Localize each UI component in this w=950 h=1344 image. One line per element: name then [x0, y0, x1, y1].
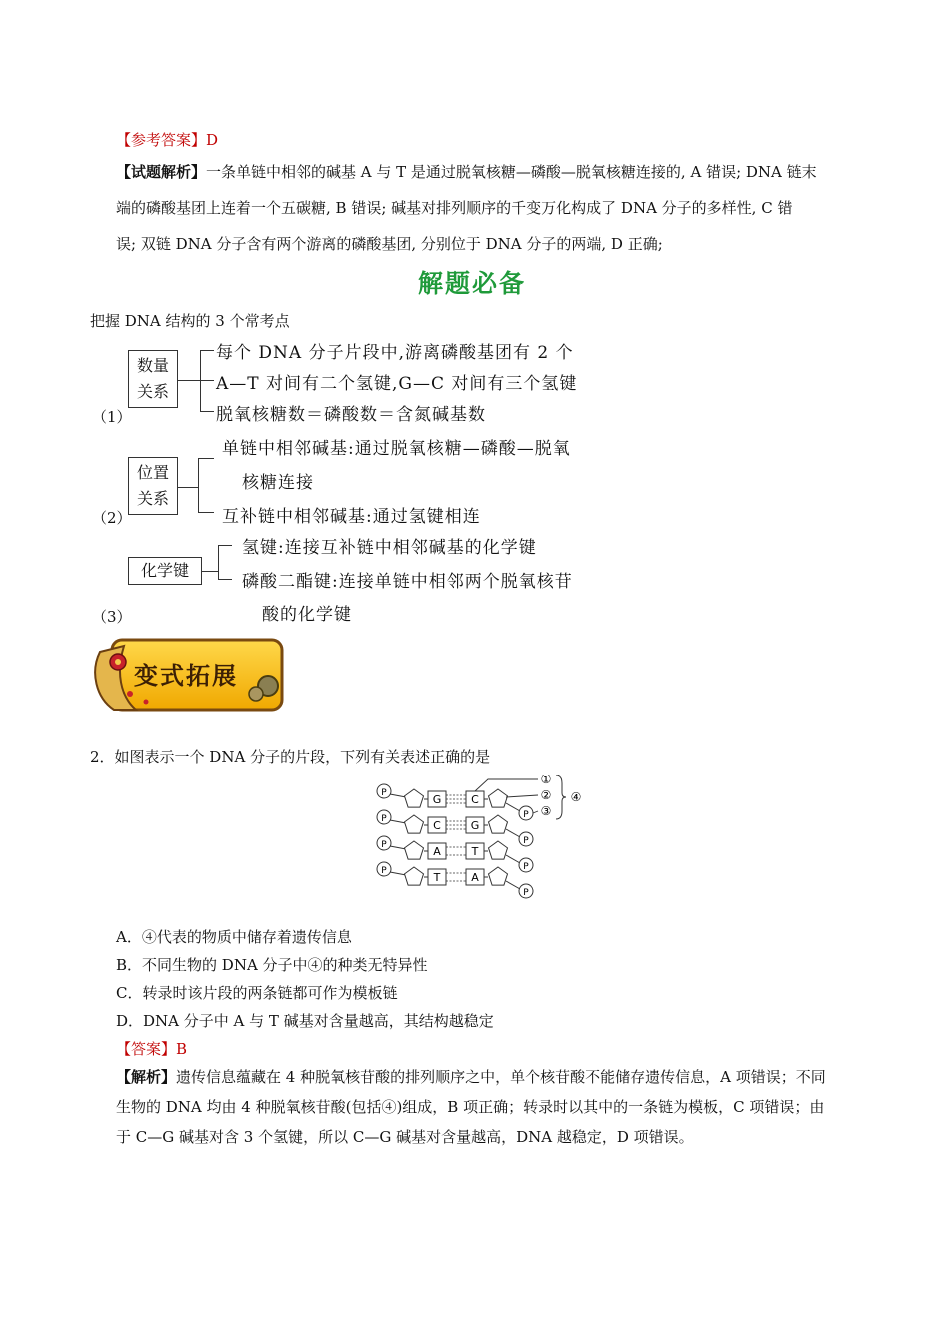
bond-line	[506, 855, 520, 863]
bond-line	[390, 846, 406, 849]
box-position-relation	[128, 457, 178, 515]
section-title: 解题必备	[418, 269, 527, 298]
analysis-line: 于 C—G 碱基对含 3 个氢键，所以 C—G 碱基对含量越高，DNA 越稳定，D 项错误。	[116, 1128, 694, 1146]
deoxyribose-left	[405, 867, 424, 885]
bond-line	[506, 803, 520, 811]
analysis-tag: 【试题解析】	[116, 163, 207, 181]
deoxyribose-right	[489, 841, 508, 859]
connector	[200, 411, 214, 412]
connector	[200, 350, 214, 351]
phosphate-label: P	[381, 866, 387, 876]
box-line: 数量	[136, 356, 169, 375]
phosphate-label: P	[381, 814, 387, 824]
connector	[178, 380, 200, 381]
bond-line	[390, 820, 406, 823]
phosphate-label: P	[523, 836, 529, 846]
option-c: C．转录时该片段的两条链都可作为模板链	[116, 984, 398, 1002]
box-chemical-bond	[128, 557, 202, 585]
analysis-line: 误; 双链 DNA 分子含有两个游离的磷酸基团, 分别位于 DNA 分子的两端, D 正确;	[116, 235, 663, 253]
point-item: 脱氧核糖数＝磷酸数＝含氮碱基数	[216, 405, 486, 425]
point-item: 核糖连接	[242, 473, 314, 493]
deoxyribose-right	[489, 789, 508, 807]
point-item: A—T 对间有二个氢键,G—C 对间有三个氢键	[216, 374, 578, 394]
analysis-tag: 【解析】	[116, 1068, 177, 1086]
deoxyribose-left	[405, 815, 424, 833]
base-left-label: T	[433, 871, 441, 884]
dna-fragment-diagram	[368, 775, 588, 915]
reference-answer	[116, 122, 218, 158]
answer-tag: 【参考答案】	[116, 131, 207, 149]
connector	[178, 487, 198, 488]
deoxyribose-right	[489, 815, 508, 833]
box-line: 化学键	[140, 561, 189, 580]
deoxyribose-left	[405, 841, 424, 859]
deoxyribose-left	[405, 789, 424, 807]
marker-label: ③	[540, 804, 552, 818]
marker-line-3	[533, 811, 538, 813]
phosphate-label: P	[381, 840, 387, 850]
marker-brace	[556, 775, 566, 819]
point-item: 磷酸二酯键:连接单链中相邻两个脱氧核苷	[242, 572, 573, 592]
item-number: （1）	[92, 408, 132, 426]
answer-value: B	[176, 1040, 188, 1058]
point-item: 氢键:连接互补链中相邻碱基的化学键	[242, 538, 537, 558]
marker-label: ①	[540, 775, 552, 786]
marker-label: ②	[540, 788, 552, 802]
option-a: A．④代表的物质中储存着遗传信息	[116, 928, 352, 946]
analysis-line: 一条单链中相邻的碱基 A 与 T 是通过脱氧核糖—磷酸—脱氧核糖连接的, A 错误; DNA 链末	[206, 163, 817, 181]
bond-line	[390, 794, 406, 797]
dna-svg	[368, 775, 588, 915]
phosphate-label: P	[523, 810, 529, 820]
connector	[202, 571, 218, 572]
option-b: B．不同生物的 DNA 分子中④的种类无特异性	[116, 956, 428, 974]
base-left-label: A	[433, 845, 441, 858]
connector	[200, 380, 214, 381]
box-line: 位置	[136, 463, 169, 482]
phosphate-label: P	[381, 788, 387, 798]
point-item: 每个 DNA 分子片段中,游离磷酸基团有 2 个	[216, 343, 574, 363]
base-right-label: G	[470, 819, 480, 832]
point-item: 单链中相邻碱基:通过脱氧核糖—磷酸—脱氧	[222, 439, 571, 459]
base-right-label: A	[471, 871, 479, 884]
connector	[198, 512, 214, 513]
base-left-label: G	[432, 793, 442, 806]
answer-2	[116, 1038, 187, 1059]
answer-value: D	[206, 131, 219, 149]
base-right-label: C	[471, 793, 479, 806]
marker-label: ④	[570, 790, 582, 804]
bond-line	[506, 829, 520, 837]
connector	[198, 458, 214, 459]
deoxyribose-right	[489, 867, 508, 885]
box-line: 关系	[136, 382, 169, 401]
base-right-label: T	[471, 845, 479, 858]
item-number: （3）	[92, 608, 132, 626]
analysis-line: 端的磷酸基团上连着一个五碳糖, B 错误; 碱基对排列顺序的千变万化构成了 DNA 分子的多样性, C 错	[116, 199, 793, 217]
analysis-line: 生物的 DNA 均由 4 种脱氧核苷酸(包括④)组成，B 项正确；转录时以其中的一条链为模板，C 项错误；由	[116, 1098, 825, 1116]
marker-line-2	[506, 795, 538, 797]
answer-tag: 【答案】	[116, 1040, 177, 1058]
marker-line-1	[475, 779, 538, 791]
phosphate-label: P	[523, 888, 529, 898]
brace	[200, 350, 201, 412]
option-d: D．DNA 分子中 A 与 T 碱基对含量越高，其结构越稳定	[116, 1012, 494, 1030]
analysis-paragraph-1	[116, 154, 866, 262]
banner-title: 变式拓展	[134, 661, 238, 690]
point-item: 酸的化学键	[262, 605, 352, 625]
phosphate-label: P	[523, 862, 529, 872]
bond-line	[390, 872, 406, 875]
brace	[218, 545, 219, 579]
variant-extension-banner	[90, 632, 288, 718]
analysis-paragraph-2	[116, 1062, 876, 1152]
base-left-label: C	[433, 819, 441, 832]
connector	[218, 545, 232, 546]
bond-line	[506, 881, 520, 889]
intro-text: 把握 DNA 结构的 3 个常考点	[90, 312, 290, 330]
analysis-line: 遗传信息蕴藏在 4 种脱氧核苷酸的排列顺序之中，单个核苷酸不能储存遗传信息，A 项错误；不同	[176, 1068, 826, 1086]
connector	[218, 579, 232, 580]
item-number: （2）	[92, 509, 132, 527]
question-text: 2．如图表示一个 DNA 分子的片段，下列有关表述正确的是	[90, 748, 491, 766]
point-item: 互补链中相邻碱基:通过氢键相连	[222, 507, 481, 527]
box-quantity-relation	[128, 350, 178, 408]
box-line: 关系	[136, 489, 169, 508]
brace	[198, 458, 199, 512]
